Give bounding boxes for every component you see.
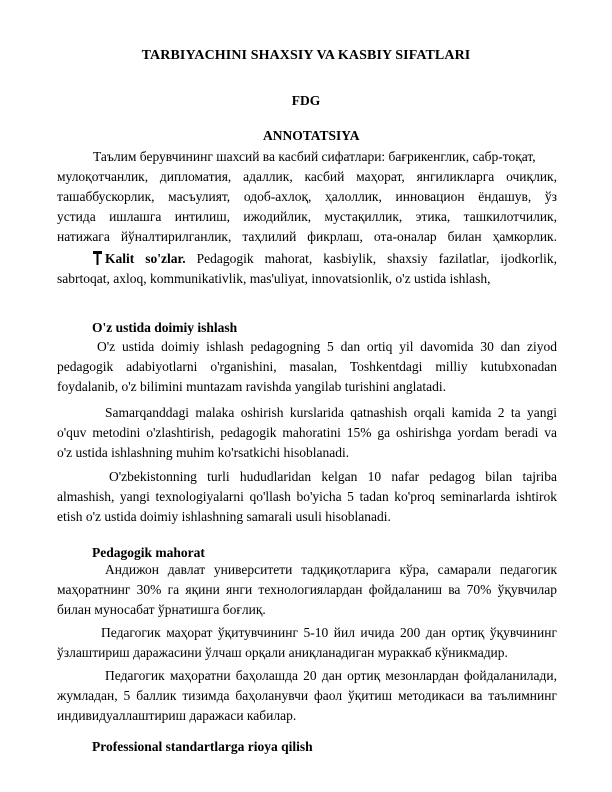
- document-subtitle: FDG: [291, 93, 321, 108]
- section2-paragraph-2: [57, 623, 557, 663]
- section-heading-pedagogical-skill: Pedagogik mahorat: [92, 545, 205, 560]
- paragraph-line: etish o'z ustida doimiy ishlashning samarali usuli hisoblanadi.: [57, 509, 391, 524]
- keywords-line: [57, 249, 557, 269]
- paragraph-line: индивидуаллаштириш даражаси кабилар.: [57, 708, 297, 723]
- annotation-line: натижага йўналтирилганлик, таҳлилий фикрлаш, ота-оналар билан ҳамкорлик.: [57, 229, 557, 244]
- paragraph-line: Педагогик маҳоратни баҳолашда 20 дан ортиқ мезонлардан фойдаланилади,: [105, 668, 557, 683]
- paragraph-line: жумладан, 5 баллик тизимда баҳоланувчи фаол ўқитиш методикаси ва таълимнинг: [57, 688, 557, 703]
- annotation-heading: ANNOTATSIYA: [257, 128, 355, 143]
- keywords-list-part1: Pedagogik mahorat, kasbiylik, shaxsiy fazilatlar, ijodkorlik,: [185, 251, 557, 266]
- paragraph-line: маҳоратнинг 30% га яқини янги технологиялардан фойдаланиш ва 70% ўқувчилар: [57, 582, 557, 597]
- paragraph-line: o'quv metodini o'zlashtirish, pedagogik mahoratini 15% ga oshirishga yordam beradi va: [57, 425, 557, 440]
- section2-paragraph-3: [57, 666, 557, 726]
- pin-icon: [93, 251, 102, 265]
- annotation-line: ташаббускорлик, масъулият, одоб-ахлоқ, ҳалоллик, инновацион ёндашув, ўз: [57, 189, 557, 204]
- section-heading-professional-standards: Professional standartlarga rioya qilish: [92, 739, 313, 754]
- annotation-paragraph: [57, 147, 557, 247]
- paragraph-line: O'zbekistonning turli hududlaridan kelgan 10 nafar pedagog bilan tajriba: [109, 469, 557, 484]
- paragraph-line: foydalanib, o'z bilimini muntazam ravishda yangilab turishini anglatadi.: [57, 379, 446, 394]
- keywords-list-part2: sabrtoqat, axloq, kommunikativlik, mas'uliyat, innovatsionlik, o'z ustida ishlash,: [57, 271, 491, 286]
- annotation-line: устида ишлашга интилиш, ижодийлик, мустақиллик, этика, ташкилотчилик,: [57, 209, 557, 224]
- section-heading-self-development: O'z ustida doimiy ishlash: [92, 320, 238, 335]
- annotation-line: мулоқотчанлик, дипломатия, адаллик, касбий маҳорат, янгиликларга очиқлик,: [57, 169, 557, 184]
- document-title: TARBIYACHINI SHAXSIY VA KASBIY SIFATLARI: [141, 48, 471, 63]
- paragraph-line: билан муносабат ўрнатишга боғлиқ.: [57, 602, 266, 617]
- paragraph-line: Samarqanddagi malaka oshirish kurslarida qatnashish orqali kamida 2 ta yangi: [105, 405, 557, 420]
- keywords-label: Kalit so'zlar.: [105, 251, 186, 266]
- paragraph-line: almashish, yangi texnologiyalarni qo'llash bo'yicha 5 tadan ko'proq seminarlarda ishtirok: [57, 489, 557, 504]
- section1-paragraph-2: [57, 403, 557, 463]
- paragraph-line: O'z ustida doimiy ishlash pedagogning 5 dan ortiq yil davomida 30 dan ziyod: [97, 339, 557, 354]
- section1-paragraph-1: [57, 337, 557, 397]
- annotation-line: Таълим берувчининг шахсий ва касбий сифатлари: бағрикенглик, сабр-тоқат,: [93, 149, 536, 164]
- paragraph-line: Андижон давлат университети тадқиқотларига кўра, самарали педагогик: [105, 562, 557, 577]
- paragraph-line: pedagogik adabiyotlarni o'rganishini, masalan, Toshkentdagi milliy kutubxonadan: [57, 359, 557, 374]
- paragraph-line: Педагогик маҳорат ўқитувчининг 5-10 йил ичида 200 дан ортиқ ўқувчининг: [101, 625, 557, 640]
- section2-paragraph-1: [57, 560, 557, 620]
- keywords-paragraph: [57, 249, 557, 289]
- section1-paragraph-3: [57, 467, 557, 527]
- paragraph-line: o'z ustida ishlashning muhim ko'rsatkichi hisoblanadi.: [57, 445, 350, 460]
- paragraph-line: ўзлаштириш даражасини ўлчаш орқали аниқланадиган мураккаб кўникмадир.: [57, 645, 508, 660]
